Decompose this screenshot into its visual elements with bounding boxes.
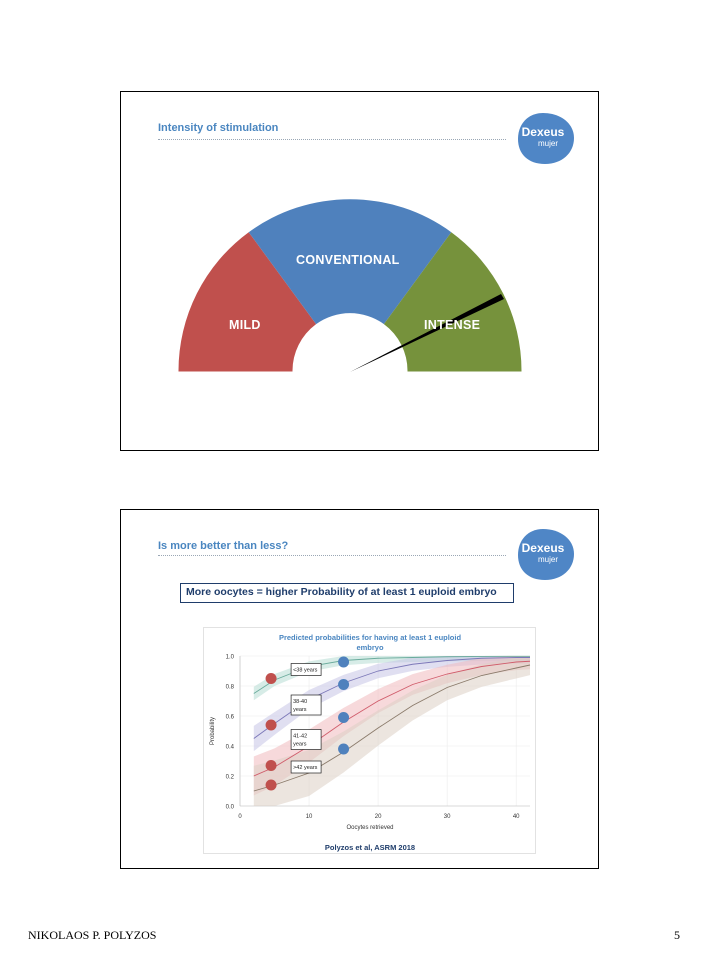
label-mild: MILD xyxy=(229,318,261,332)
page-number: 5 xyxy=(674,928,680,942)
slide-intensity xyxy=(120,91,599,451)
marker-low-oocytes xyxy=(266,760,277,771)
key-message-box: More oocytes = higher Probability of at least 1 euploid embryo xyxy=(180,583,514,603)
legend-label: <38 years xyxy=(293,667,318,674)
slide-title: Intensity of stimulation xyxy=(158,122,279,134)
marker-low-oocytes xyxy=(266,720,277,731)
slide-more-better xyxy=(120,509,599,869)
y-axis-label: Probability xyxy=(210,716,216,746)
chart-title-line1: Predicted probabilities for having at least 1 euploid xyxy=(278,633,462,642)
y-tick-label: 0.0 xyxy=(225,804,234,811)
x-tick-label: 30 xyxy=(443,814,451,820)
marker-high-oocytes xyxy=(338,679,349,690)
marker-high-oocytes xyxy=(338,744,349,755)
y-tick-label: 0.8 xyxy=(225,684,234,691)
title-divider xyxy=(158,555,506,556)
slide-title: Is more better than less? xyxy=(158,540,289,552)
y-tick-label: 1.0 xyxy=(225,654,234,661)
dexeus-logo: Dexeus mujer xyxy=(516,111,578,166)
intensity-gauge xyxy=(121,92,600,452)
legend-label: years xyxy=(293,741,307,748)
label-intense: INTENSE xyxy=(424,318,481,332)
dexeus-logo: Dexeus mujer xyxy=(516,527,578,582)
label-conventional: CONVENTIONAL xyxy=(296,253,400,267)
chart-title-line2: embryo xyxy=(356,643,384,652)
y-tick-label: 0.6 xyxy=(225,714,234,721)
chart-svg xyxy=(204,628,537,855)
footer-author: NIKOLAOS P. POLYZOS xyxy=(28,928,157,942)
marker-low-oocytes xyxy=(266,673,277,684)
x-tick-label: 20 xyxy=(374,814,382,820)
y-tick-label: 0.2 xyxy=(225,774,234,781)
x-tick-label: 0 xyxy=(238,814,242,820)
legend-label: >42 years xyxy=(293,765,318,771)
probability-chart xyxy=(203,627,536,854)
marker-low-oocytes xyxy=(266,780,277,791)
legend-label: 38-40 xyxy=(293,699,308,705)
marker-high-oocytes xyxy=(338,712,349,723)
chart-citation: Polyzos et al, ASRM 2018 xyxy=(324,843,416,852)
y-tick-label: 0.4 xyxy=(225,744,234,751)
marker-high-oocytes xyxy=(338,657,349,668)
legend-label: 41-42 xyxy=(293,733,308,740)
x-tick-label: 40 xyxy=(512,814,520,820)
legend-label: years xyxy=(293,707,307,713)
x-tick-label: 10 xyxy=(305,814,313,820)
x-axis-label: Oocytes retrieved xyxy=(346,825,394,831)
